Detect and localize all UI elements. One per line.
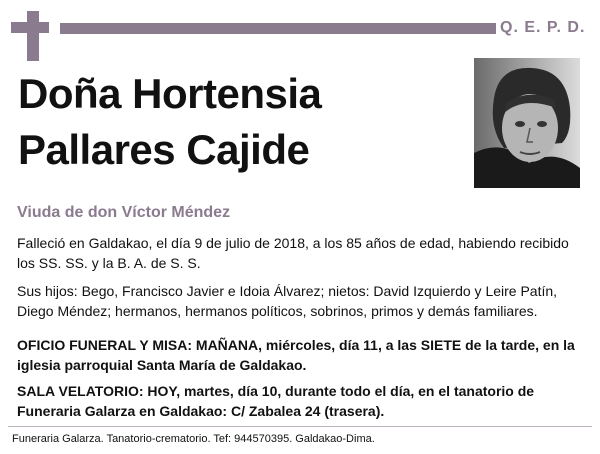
qepd-label: Q. E. P. D.	[500, 19, 586, 36]
cross-horizontal-bar	[11, 22, 49, 33]
funeral-info: OFICIO FUNERAL Y MISA: MAÑANA, miércoles, día 11, a las SIETE de la tarde, en la iglesia parroquial Santa María de Galdakao.	[17, 337, 575, 373]
death-notice: Falleció en Galdakao, el día 9 de julio de 2018, a los 85 años de edad, habiendo recibido los SS. SS. y la B. A. de S. S.	[17, 235, 569, 271]
footer-rule	[8, 426, 592, 427]
name-line-2: Pallares Cajide	[18, 126, 310, 173]
funeral-home-footer: Funeraria Galarza. Tanatorio-crematorio. Tef: 944570395. Galdakao-Dima.	[12, 433, 375, 445]
wake-info: SALA VELATORIO: HOY, martes, día 10, durante todo el día, en el tanatorio de Funeraria Galarza en Galdakao: C/ Zabalea 24 (trasera).	[17, 383, 535, 419]
portrait-photo	[474, 58, 580, 188]
name-line-1: Doña Hortensia	[18, 70, 322, 117]
family-list: Sus hijos: Bego, Francisco Javier e Idoia Álvarez; nietos: David Izquierdo y Leire Patín, Diego Méndez; hermanos, hermanos políticos, sobrinos, primos y demás familiares.	[17, 283, 558, 319]
widow-of: Viuda de don Víctor Méndez	[17, 204, 231, 221]
header-rule	[60, 23, 496, 34]
deceased-name	[18, 66, 458, 178]
cross-vertical-bar	[27, 11, 39, 61]
